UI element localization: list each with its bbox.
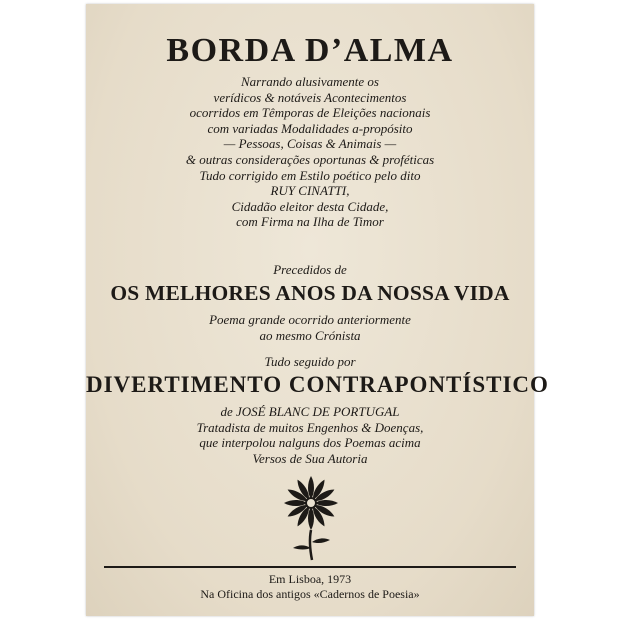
flower-icon [276, 472, 346, 562]
description-line: que interpolou nalguns dos Poemas acima [199, 435, 421, 451]
author-name: RUY CINATTI, [270, 183, 350, 199]
subtitle-line: Tudo corrigido em Estilo poético pelo dito [199, 167, 421, 183]
divider-rule [104, 566, 516, 568]
subtitle-line: Narrando alusivamente os [241, 74, 379, 89]
preceded-label: Precedidos de [273, 262, 347, 277]
subtitle-line: ocorridos em Têmporas de Eleições nacionais [189, 105, 431, 121]
subtitle-line: & outras considerações oportunas & proféticas [185, 151, 435, 167]
title-page [86, 4, 549, 616]
imprint-publisher: Na Oficina dos antigos «Cadernos de Poesia» [200, 587, 420, 601]
subtitle-line: com variadas Modalidades a-propósito [207, 120, 413, 136]
imprint [86, 572, 534, 602]
description-line: Poema grande ocorrido anteriormente [209, 312, 411, 327]
description-line: Versos de Sua Autoria [252, 450, 368, 466]
description-line: ao mesmo Crónista [259, 327, 361, 343]
second-work-title: OS MELHORES ANOS DA NOSSA VIDA [110, 281, 510, 305]
third-work-description [86, 404, 534, 466]
subtitle-line: com Firma na Ilha de Timor [236, 214, 384, 230]
subtitle-line: Cidadão eleitor desta Cidade, [231, 198, 389, 214]
second-work-description [86, 312, 534, 343]
description-line: Tratadista de muitos Engenhos & Doenças, [196, 419, 424, 435]
co-author-line: de JOSÉ BLANC DE PORTUGAL [220, 404, 400, 419]
subtitle-line: — Pessoas, Coisas & Animais — [223, 136, 397, 152]
book-title: BORDA D’ALMA [166, 32, 454, 69]
subtitle-line: verídicos & notáveis Acontecimentos [213, 89, 407, 105]
third-work-title: DIVERTIMENTO CONTRAPONTÍSTICO [86, 372, 549, 397]
followed-label: Tudo seguido por [264, 354, 356, 369]
imprint-place-year: Em Lisboa, 1973 [268, 572, 352, 586]
subtitle-block [86, 74, 534, 230]
